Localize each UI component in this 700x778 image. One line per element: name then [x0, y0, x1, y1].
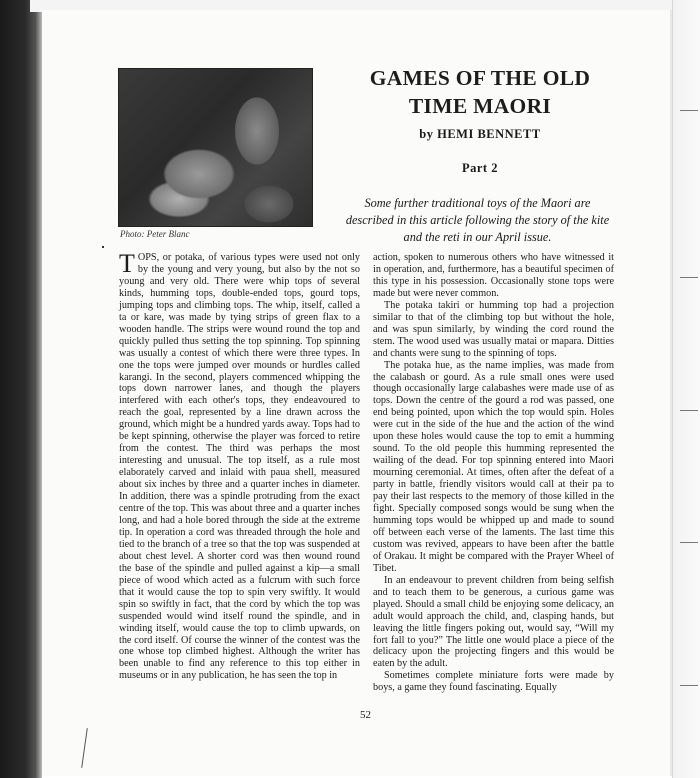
- article-part: Part 2: [462, 161, 498, 175]
- drop-cap: T: [119, 249, 135, 278]
- scan-dark-margin: [0, 0, 42, 778]
- page-number: 52: [360, 709, 371, 721]
- paragraph: [119, 249, 360, 682]
- edge-mark: [680, 277, 698, 278]
- paragraph: In an endeavour to prevent children from being selfish and to teach them to be generous, a curious game was played. Should a small child be enjoying some delicacy, an adult would approach the child, and, clasping hands, but leaving the little fingers poking out, would say, “Will my fort fall to you?” The little one would place a piece of the delicacy upon the projecting fingers and this would be eaten by the adult.: [373, 574, 614, 670]
- photo-credit: Photo: Peter Blanc: [120, 229, 190, 239]
- text-column-right: [373, 252, 614, 694]
- paragraph: Sometimes complete miniature forts were made by boys, a game they found fascinating. Equally: [373, 670, 614, 694]
- article-intro: Some further traditional toys of the Maori are described in this article following the story of the kite and the reti in our April issue.: [345, 196, 610, 244]
- edge-mark: [680, 410, 698, 411]
- article-byline: by HEMI BENNETT: [419, 127, 541, 141]
- stray-mark: [102, 246, 104, 248]
- paragraph: The potaka hue, as the name implies, was made from the calabash or gourd. As a rule small ones were used though occasionally large calabashes were made use of as tops. Down the centre of the gourd a rod was passed, one end being pointed, upon which the top would spin. Holes were cut in the side of the hue and the action of the wind upon these holes would cause the top to emit a humming sound. To the old people this humming represented the wailing of the dead. For top spinning entered into Maori mourning ceremonial. At times, often after the defeat of a party in battle, friendly visitors would call at their pa to pay their last respects to the memory of those killed in the fight. Specially composed songs would be sung when the humming tops would be whipped up and made to sound off between each verse of the laments. The last time this custom was revived, appears to have been after the battle of Orakau. It might be compared with the Prayer Wheel of Tibet.: [373, 359, 614, 574]
- article-photo: [118, 68, 313, 227]
- paragraph: action, spoken to numerous others who have witnessed it in operation, and, furthermore, has a beautiful specimen of this type in his possession. Occasionally stone tops were made but were never common.: [373, 252, 614, 299]
- edge-mark: [680, 110, 698, 111]
- paragraph-text: OPS, or potaka, of various types were used not only by the young and very young, but also by the not so young and very old. There were whip tops of several kinds, humming tops, double-ended tops, gourd tops, jumping tops and climbing tops. The whip, itself, called a ta or kare, was made by tying strips of green flax to a wooden handle. The strips were wound round the top and quickly pulled thus setting the top spinning. Top spinning was usually a contest of which there were three types. In one the tops were jumped over mounds or hurdles called karangi. In the second, players commenced whipping the tops down narrower lanes, and though the players interfered with each other's tops, they endeavoured to reach the goal, represented by a line drawn across the ground, which might be a hundred yards away. Tops had to be kept spinning, otherwise the player was forced to retire from the contest. The third was perhaps the most interesting and unusual. The top itself, as a rule most elaborately carved and inlaid with paua shell, measured about six inches by three and a quarter inches in diameter. In addition, there was a spindle protruding from the exact centre of the top. This was about three and a quarter inches long, and had a hole bored through the side at the extreme tip. In operation a cord was threaded through the hole and tied to the branch of a tree so that the top was suspended at about chest level. A shorter cord was then wound round the base of the spindle and pulled against a kip—a small piece of wood which acted as a fulcrum with such force that it would cause the top to spin very swiftly. It would spin so swiftly in fact, that the cord by which the top was suspended would wind itself round the spindle, and in winding itself, would cause the top to climb upwards, on the cord itself. Of course the winner of the contest was the one whose top climbed highest. Although the writer has been unable to find any reference to this top either in museums or in any publication, he has seen the top in: [119, 252, 360, 682]
- text-column-left: [119, 249, 360, 682]
- scan-right-edge: [672, 0, 700, 778]
- article-title: GAMES OF THE OLD TIME MAORI: [369, 66, 591, 118]
- edge-mark: [680, 542, 698, 543]
- paragraph: The potaka takiri or humming top had a projection similar to that of the climbing top but without the hole, and was spun similarly, by winding the cord round the stem. The wood used was usually matai or mapara. Ditties and chants were sung to the spinning of tops.: [373, 299, 614, 359]
- edge-mark: [680, 685, 698, 686]
